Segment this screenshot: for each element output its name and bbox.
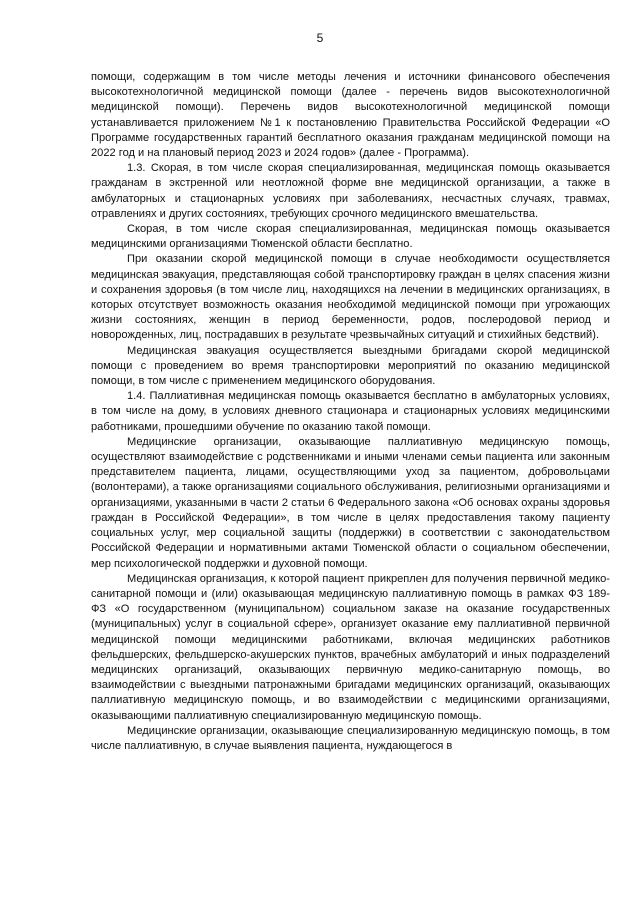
paragraph: 1.3. Скорая, в том числе скорая специализированная, медицинская помощь оказывается гражданам в экстренной или неотложной форме вне медицинской организации, а также в амбулаторных и стационарных условиях при заболеваниях, несчастных случаях, травмах, отравлениях и других состояниях, требующих срочного медицинского вмешательства. (91, 162, 610, 220)
page-number: 5 (316, 31, 324, 45)
paragraph: 1.4. Паллиативная медицинская помощь оказывается бесплатно в амбулаторных условиях, в том числе на дому, в условиях дневного стационара и стационарных условиях медицинскими работниками, прошедшими обучение по оказанию такой помощи. (91, 390, 610, 433)
paragraph: помощи, содержащим в том числе методы лечения и источники финансового обеспечения высокотехнологичной медицинской помощи (далее - перечень видов высокотехнологичной медицинской помощи). Перечень видов высокотехнологичной медицинской помощи устанавливается приложением №1 к постановлению Правительства Российской Федерации «О Программе государственных гарантий бесплатного оказания гражданам медицинской помощи на 2022 год и на плановый период 2023 и 2024 годов» (далее - Программа). (91, 71, 610, 160)
paragraph: При оказании скорой медицинской помощи в случае необходимости осуществляется медицинская эвакуация, представляющая собой транспортировку граждан в целях спасения жизни и сохранения здоровья (в том числе лиц, находящихся на лечении в медицинских организациях, в которых отсутствует возможность оказания необходимой медицинской помощи при угрожающих жизни состояниях, женщин в период беременности, родов, послеродовой период и новорожденных, лиц, пострадавших в результате чрезвычайных ситуаций и стихийных бедствий). (91, 253, 610, 342)
paragraph: Медицинские организации, оказывающие специализированную медицинскую помощь, в том числе паллиативную, в случае выявления пациента, нуждающегося в (91, 724, 610, 752)
paragraph: Медицинские организации, оказывающие паллиативную медицинскую помощь, осуществляют взаимодействие с родственниками и иными членами семьи пациента или законным представителем пациента, лицами, осуществляющими уход за пациентом, добровольцами (волонтерами), а также организациями социального обслуживания, религиозными организациями и организациями, указанными в части 2 статьи 6 Федерального закона «Об основах охраны здоровья граждан в Российской Федерации», в том числе в целях предоставления такому пациенту социальных услуг, мер социальной защиты (поддержки) в соответствии с законодательством Российской Федерации и нормативными актами Тюменской области о социальном обеспечении, мер психологической поддержки и духовной помощи. (91, 435, 610, 570)
document-body (91, 70, 610, 754)
paragraph: Медицинская эвакуация осуществляется выездными бригадами скорой медицинской помощи с проведением во время транспортировки мероприятий по оказанию медицинской помощи, в том числе с применением медицинского оборудования. (91, 344, 610, 388)
paragraph: Медицинская организация, к которой пациент прикреплен для получения первичной медико-санитарной помощи и (или) оказывающая медицинскую паллиативную помощь в рамках ФЗ 189-ФЗ «О государственном (муниципальном) социальном заказе на оказание государственных (муниципальных) услуг в социальной сфере», организует оказание ему паллиативной первичной медицинской помощи медицинскими работниками, включая медицинских работников фельдшерских, фельдшерско-акушерских пунктов, врачебных амбулаторий и иных подразделений медицинских организаций, оказывающих первичную медико-санитарную помощь, во взаимодействии с выездными патронажными бригадами медицинских организаций, оказывающих паллиативную медицинскую помощь, и во взаимодействии с медицинскими организациями, оказывающими паллиативную специализированную медицинскую помощь. (91, 572, 610, 722)
paragraph: Скорая, в том числе скорая специализированная, медицинская помощь оказывается медицинскими организациями Тюменской области бесплатно. (91, 223, 610, 251)
